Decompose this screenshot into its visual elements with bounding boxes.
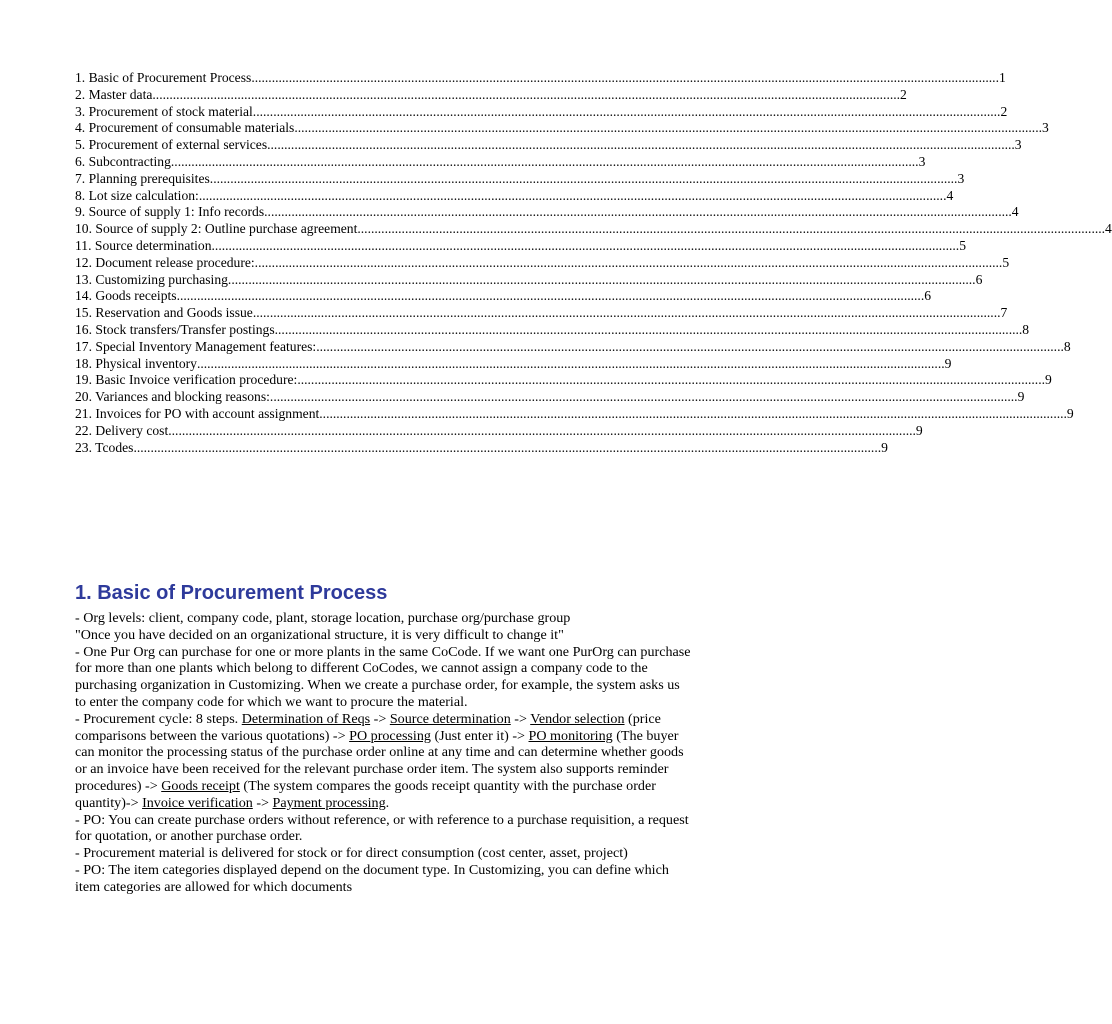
toc-entry-page: 6	[975, 271, 983, 287]
toc-entry-title: 14. Goods receipts	[75, 288, 177, 304]
toc-dot-leader: ............................................................................................................................................................................................................................	[252, 305, 1001, 321]
cycle-text: ->	[510, 710, 531, 727]
toc-entry-title: 21. Invoices for PO with account assignment	[75, 405, 320, 421]
toc-entry[interactable]	[75, 204, 1019, 221]
toc-entry-page: 4	[946, 187, 954, 203]
cycle-text: ->	[370, 710, 390, 727]
toc-entry[interactable]	[75, 237, 966, 255]
toc-entry[interactable]	[75, 103, 1008, 121]
toc-entry-page: 5	[1002, 254, 1010, 270]
paragraph-po-reference: - PO: You can create purchase orders without reference, or with reference to a purchase requisition, a request for quotation, or another purchase order.	[75, 811, 689, 845]
toc-entry[interactable]	[75, 305, 1008, 322]
paragraph-purchasing-org: - One Pur Org can purchase for one or more plants in the same CoCode. If we want one PurOrg can purchase for more than one plants which belong to different CoCodes, we cannot assign a company code to the purchasing organization in Customizing. When we create a purchase order, for example, the system asks us to enter the company code for which we want to procure the material.	[75, 643, 691, 710]
toc-entry-page: 9	[881, 439, 888, 455]
toc-entry-page: 5	[959, 237, 966, 253]
toc-entry[interactable]	[75, 389, 1025, 406]
paragraph-delivery: - Procurement material is delivered for stock or for direct consumption (cost center, asset, project)	[75, 845, 628, 862]
toc-entry-title: 9. Source of supply 1: Info records	[75, 204, 265, 220]
toc-entry-title: 6. Subcontracting	[75, 153, 171, 169]
toc-entry[interactable]	[75, 422, 923, 440]
toc-entry-title: 3. Procurement of stock material	[75, 103, 253, 119]
toc-entry[interactable]	[75, 355, 952, 373]
cycle-text: .	[385, 794, 390, 811]
paragraph-org-levels: - Org levels: client, company code, plant, storage location, purchase org/purchase group	[75, 610, 571, 626]
toc-entry[interactable]	[75, 86, 907, 104]
toc-entry[interactable]	[75, 137, 1022, 154]
toc-entry-title: 10. Source of supply 2: Outline purchase agreement	[75, 221, 358, 237]
toc-entry-page: 9	[1066, 405, 1074, 421]
toc-entry-page: 2	[900, 86, 907, 102]
toc-entry-page: 8	[1063, 338, 1071, 354]
toc-entry[interactable]	[75, 254, 1010, 272]
toc-entry[interactable]	[75, 372, 1052, 389]
toc-entry[interactable]	[75, 439, 888, 457]
toc-dot-leader: ............................................................................................................................................................................................................................	[294, 120, 1042, 136]
toc-dot-leader: ............................................................................................................................................................................................................................	[176, 288, 925, 304]
toc-dot-leader: ............................................................................................................................................................................................................................	[198, 187, 947, 203]
section-basic-procurement	[75, 580, 694, 896]
toc-dot-leader: ............................................................................................................................................................................................................................	[274, 321, 1023, 337]
toc-dot-leader: ............................................................................................................................................................................................................................	[252, 103, 1001, 119]
toc-entry[interactable]	[75, 288, 932, 305]
toc-entry-title: 2. Master data	[75, 86, 153, 102]
section-heading: 1. Basic of Procurement Process	[75, 582, 388, 604]
toc-dot-leader: ............................................................................................................................................................................................................................	[170, 153, 919, 169]
toc-entry-title: 4. Procurement of consumable materials	[75, 120, 295, 136]
toc-dot-leader: ............................................................................................................................................................................................................................	[133, 439, 882, 455]
toc-entry-page: 9	[1017, 389, 1025, 405]
cycle-text: (price comparisons between the various quotations) ->	[75, 710, 661, 744]
toc-entry-page: 8	[1022, 321, 1030, 337]
cycle-step-goods-receipt: Goods receipt	[161, 777, 240, 794]
cycle-step-vendor: Vendor selection	[530, 710, 625, 727]
toc-entry[interactable]	[75, 153, 926, 171]
toc-entry-title: 23. Tcodes	[75, 439, 134, 455]
cycle-text: (The buyer can monitor the processing status of the purchase order online at any time and can determine whether goods or an invoice have been received for the relevant purchase order item. The system also supports reminder procedures) ->	[75, 727, 684, 794]
toc-entry-page: 3	[1014, 137, 1022, 153]
toc-entry-page: 3	[1041, 120, 1049, 136]
toc-entry-title: 7. Planning prerequisites	[75, 170, 210, 186]
cycle-text: (Just enter it) ->	[430, 727, 529, 744]
toc-entry-title: 22. Delivery cost	[75, 422, 169, 438]
toc-entry-page: 2	[1000, 103, 1008, 119]
toc-entry[interactable]	[75, 321, 1030, 339]
toc-dot-leader: ............................................................................................................................................................................................................................	[152, 86, 901, 102]
toc-entry[interactable]	[75, 221, 1112, 238]
toc-entry-title: 15. Reservation and Goods issue	[75, 305, 253, 321]
toc-dot-leader: ............................................................................................................................................................................................................................	[254, 254, 1003, 270]
cycle-text: ->	[252, 794, 273, 811]
toc-dot-leader: ............................................................................................................................................................................................................................	[227, 271, 976, 287]
toc-entry-page: 9	[944, 355, 952, 371]
cycle-step-invoice: Invoice verification	[142, 794, 253, 811]
toc-entry-page: 6	[924, 288, 932, 304]
toc-entry-title: 5. Procurement of external services	[75, 137, 268, 153]
cycle-step-source: Source determination	[389, 710, 511, 727]
toc-entry[interactable]	[75, 338, 1071, 356]
cycle-step-reqs: Determination of Reqs	[241, 710, 371, 727]
cycle-step-po-monitoring: PO monitoring	[528, 727, 613, 744]
toc-entry-title: 11. Source determination	[75, 237, 212, 253]
section-body	[75, 610, 694, 896]
toc-dot-leader: ............................................................................................................................................................................................................................	[269, 389, 1018, 405]
toc-dot-leader: ............................................................................................................................................................................................................................	[319, 405, 1067, 421]
toc-entry-page: 9	[1044, 372, 1052, 388]
cycle-step-po-processing: PO processing	[349, 727, 431, 744]
toc-entry-page: 4	[1105, 221, 1112, 237]
cycle-text: - Procurement cycle: 8 steps.	[75, 710, 242, 727]
cycle-text: (The system compares the goods receipt quantity with the purchase order quantity)->	[75, 777, 656, 811]
toc-entry-title: 16. Stock transfers/Transfer postings	[75, 321, 275, 337]
toc-entry-title: 8. Lot size calculation:	[75, 187, 199, 203]
toc-dot-leader: ............................................................................................................................................................................................................................	[316, 338, 1064, 354]
toc-dot-leader: ............................................................................................................................................................................................................................	[267, 137, 1015, 153]
toc-dot-leader: ............................................................................................................................................................................................................................	[196, 355, 945, 371]
toc-entry-title: 19. Basic Invoice verification procedure:	[75, 372, 298, 388]
toc-dot-leader: ............................................................................................................................................................................................................................	[264, 204, 1012, 220]
toc-dot-leader: ............................................................................................................................................................................................................................	[211, 237, 960, 253]
toc-entry[interactable]	[75, 70, 1006, 87]
toc-entry-title: 1. Basic of Procurement Process	[75, 70, 252, 85]
toc-dot-leader: ............................................................................................................................................................................................................................	[297, 372, 1045, 388]
toc-entry-title: 13. Customizing purchasing	[75, 271, 228, 287]
toc-entry-title: 20. Variances and blocking reasons:	[75, 389, 270, 405]
paragraph-item-categories: - PO: The item categories displayed depend on the document type. In Customizing, you can define which item categories are allowed for which documents	[75, 861, 669, 895]
toc-entry[interactable]	[75, 120, 1049, 137]
toc-entry-page: 4	[1011, 204, 1019, 220]
toc-dot-leader: ............................................................................................................................................................................................................................	[168, 422, 916, 438]
toc-dot-leader: ............................................................................................................................................................................................................................	[251, 70, 999, 85]
toc-entry-title: 18. Physical inventory	[75, 355, 197, 371]
toc-entry[interactable]	[75, 170, 965, 188]
toc-entry-title: 12. Document release procedure:	[75, 254, 255, 270]
toc-entry-page: 1	[998, 70, 1006, 85]
toc-entry-page: 3	[918, 153, 926, 169]
toc-entry[interactable]	[75, 271, 983, 289]
toc-dot-leader: ............................................................................................................................................................................................................................	[357, 221, 1106, 237]
table-of-contents	[75, 70, 1112, 456]
toc-dot-leader: ............................................................................................................................................................................................................................	[209, 170, 958, 186]
toc-entry-page: 9	[915, 422, 923, 438]
toc-entry[interactable]	[75, 405, 1074, 423]
paragraph-procurement-cycle	[75, 711, 694, 812]
toc-entry-page: 3	[957, 170, 965, 186]
toc-entry[interactable]	[75, 187, 954, 205]
toc-entry-title: 17. Special Inventory Management features:	[75, 338, 317, 354]
paragraph-org-quote: "Once you have decided on an organizational structure, it is very difficult to change it"	[75, 626, 564, 643]
cycle-step-payment: Payment processing	[272, 794, 386, 811]
toc-entry-page: 7	[1000, 305, 1008, 321]
